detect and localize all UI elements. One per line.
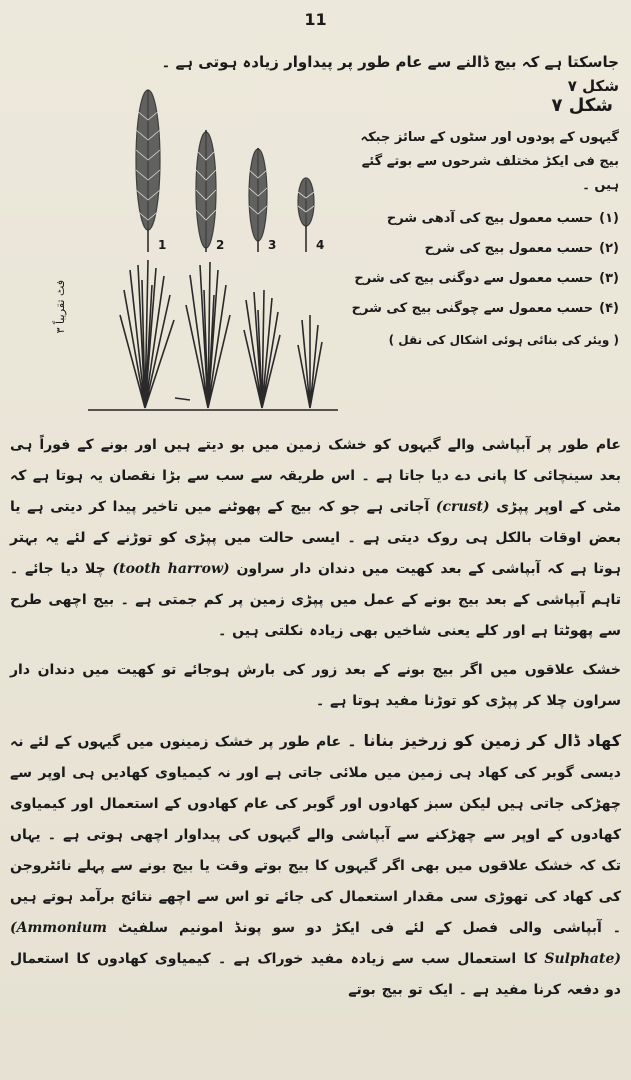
figure-caption: گیہوں کے پودوں اور سٹوں کے سائز جبکہ بیج فی ایکڑ مختلف شرحوں سے بوتے گئے ہیں ۔ xyxy=(360,130,619,193)
plant-label-3: 3 xyxy=(268,238,277,252)
legend-item: (۱)حسب معمول بیج کی آدھی شرح xyxy=(386,211,619,226)
figure-heading: شکل ۷ xyxy=(551,95,613,116)
paragraph-irrigation: عام طور پر آبپاشی والے گیہوں کو خشک زمین میں بو دیتے ہیں اور بونے کے فوراً ہی بعد سینچائی کا پانی دے دیا جاتا ہے ۔ اس طریقہ سے سب سے بڑا نقصان یہ ہوتا ہے کہ مٹی کے اوپر پپڑی (crust) آجاتی ہے جو کہ بیج کے پھوٹنے میں تاخیر پیدا کر دیتی ہے یا بعض اوقات بالکل ہی روک دیتی ہے ۔ ایسی حالت میں پپڑی کو توڑنے کے لئے یہ بہتر ہوتا ہے کہ آبپاشی کے بعد کھیت میں دندان دار سراون (tooth harrow) چلا دیا جائے ۔ تاہم آبپاشی کے بعد بیج بونے کے عمل میں پپڑی زمین پر کم جمتی ہے ۔ بیج اچھی طرح سے پھوٹتا ہے اور کلے یعنی شاخیں بھی زیادہ نکلتی ہیں ۔ xyxy=(10,437,622,639)
latin-term-crust: (crust) xyxy=(435,499,490,515)
wheat-plant-3 xyxy=(244,290,280,408)
legend-item: (۲)حسب معمول بیج کی شرح xyxy=(424,241,619,256)
section-title-fertilizer: کھاد ڈال کر زمین کو زرخیز بنانا ۔ xyxy=(347,731,621,750)
wheat-ear-1 xyxy=(136,90,160,252)
wheat-plant-2 xyxy=(175,262,230,408)
body-text xyxy=(10,430,621,1014)
page-number: 11 xyxy=(304,10,327,29)
legend-item: (۳)حسب معمول سے دوگنی بیج کی شرح xyxy=(354,271,619,286)
latin-term-tooth-harrow: (tooth harrow) xyxy=(112,561,230,577)
wheat-plant-1 xyxy=(120,260,174,408)
latin-term-ammonium-sulphate: (Ammonium Sulphate) xyxy=(10,920,621,967)
wheat-ear-3 xyxy=(249,148,267,252)
wheat-figure xyxy=(40,80,340,420)
wheat-plants-illustration xyxy=(40,80,340,420)
plant-label-4: 4 xyxy=(316,238,325,252)
figure-side-text xyxy=(346,92,619,354)
paragraph-dry-areas: خشک علاقوں میں اگر بیج بونے کے بعد زور کی بارش ہوجائے تو کھیت میں دندان دار سراون چلا کر پپڑی کو توڑنا مفید ہوتا ہے ۔ xyxy=(10,662,621,709)
wheat-ear-4 xyxy=(298,178,314,252)
wheat-ear-2 xyxy=(196,130,216,252)
scale-caption: ۳ فٹ تقریباً xyxy=(54,280,67,334)
wheat-plant-4 xyxy=(298,315,322,408)
paragraph-fertilizer: کھاد ڈال کر زمین کو زرخیز بنانا ۔ عام طور پر خشک زمینوں میں گیہوں کے لئے نہ دیسی گوبر کی کھاد ہی زمین میں ملائی جاتی ہے اور نہ کیمیاوی کھادیں ہی اوپر سے چھڑکی جاتی ہیں لیکن سبز کھادوں اور گوبر کی عام کھادوں کے استعمال اور کیمیاوی کھادوں کے اوپر سے چھڑکنے سے آبپاشی والے گیہوں کی پیداوار اچھی ہوتی ہے ۔ یہاں تک کہ خشک علاقوں میں بھی اگر گیہوں کا بیج بوتے وقت یا بیج بونے سے پہلے نائٹروجن کی کھاد کی تھوڑی سی مقدار استعمال کی جائے تو اس سے اچھے نتائج برآمد ہوتے ہیں ۔ آبپاشی والی فصل کے لئے فی ایکڑ دو سو پونڈ امونیم سلفیٹ (Ammonium Sulphate) کا استعمال سب سے زیادہ مفید خوراک ہے ۔ کیمیاوی کھادوں کا استعمال دو دفعہ کرنا مفید ہے ۔ ایک تو بیج بوتے xyxy=(10,731,622,998)
intro-line: جاسکتا ہے کہ بیج ڈالنے سے عام طور پر پیداوار زیادہ ہوتی ہے ۔ شکل ۷ xyxy=(161,53,619,95)
figure-legend xyxy=(346,204,619,324)
figure-source-note: ( ویئر کی بنائی ہوئی اشکال کی نقل ) xyxy=(388,333,619,347)
plant-label-1: 1 xyxy=(158,238,167,252)
plant-label-2: 2 xyxy=(216,238,225,252)
legend-item: (۴)حسب معمول سے چوگنی بیج کی شرح xyxy=(351,301,619,316)
